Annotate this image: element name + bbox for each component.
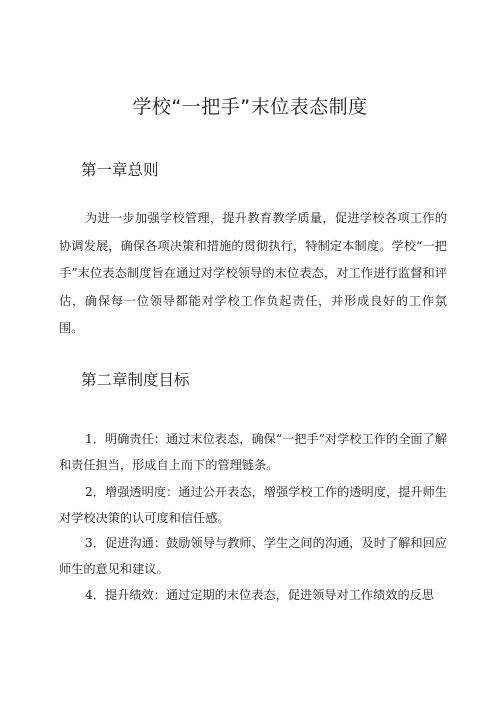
list-item: 3．促进沟通：鼓励领导与教师、学生之间的沟通，及时了解和回应师生的意见和建议。 — [59, 536, 447, 576]
document-title: 学校“一把手”末位表态制度 — [132, 96, 368, 118]
list-item: 1．明确责任：通过末位表态，确保“一把手”对学校工作的全面了解和责任担当，形成自上而下的管理链条。 — [59, 432, 447, 472]
chapter-2-heading: 第二章制度目标 — [81, 371, 190, 389]
list-item: 2．增强透明度：通过公开表态，增强学校工作的透明度，提升师生对学校决策的认可度和信任感。 — [59, 485, 447, 525]
chapter-1-heading: 第一章总则 — [81, 161, 159, 179]
chapter-1-paragraph: 为进一步加强学校管理，提升教育教学质量，促进学校各项工作的协调发展，确保各项决策和措施的贯彻执行，特制定本制度。学校“一把手”末位表态制度旨在通过对学校领导的末位表态，对工作进行监督和评估，确保每一位领导都能对学校工作负起责任，并形成良好的工作氛围。 — [59, 211, 447, 335]
list-item: 4．提升绩效：通过定期的末位表态，促进领导对工作绩效的反思 — [85, 588, 435, 602]
